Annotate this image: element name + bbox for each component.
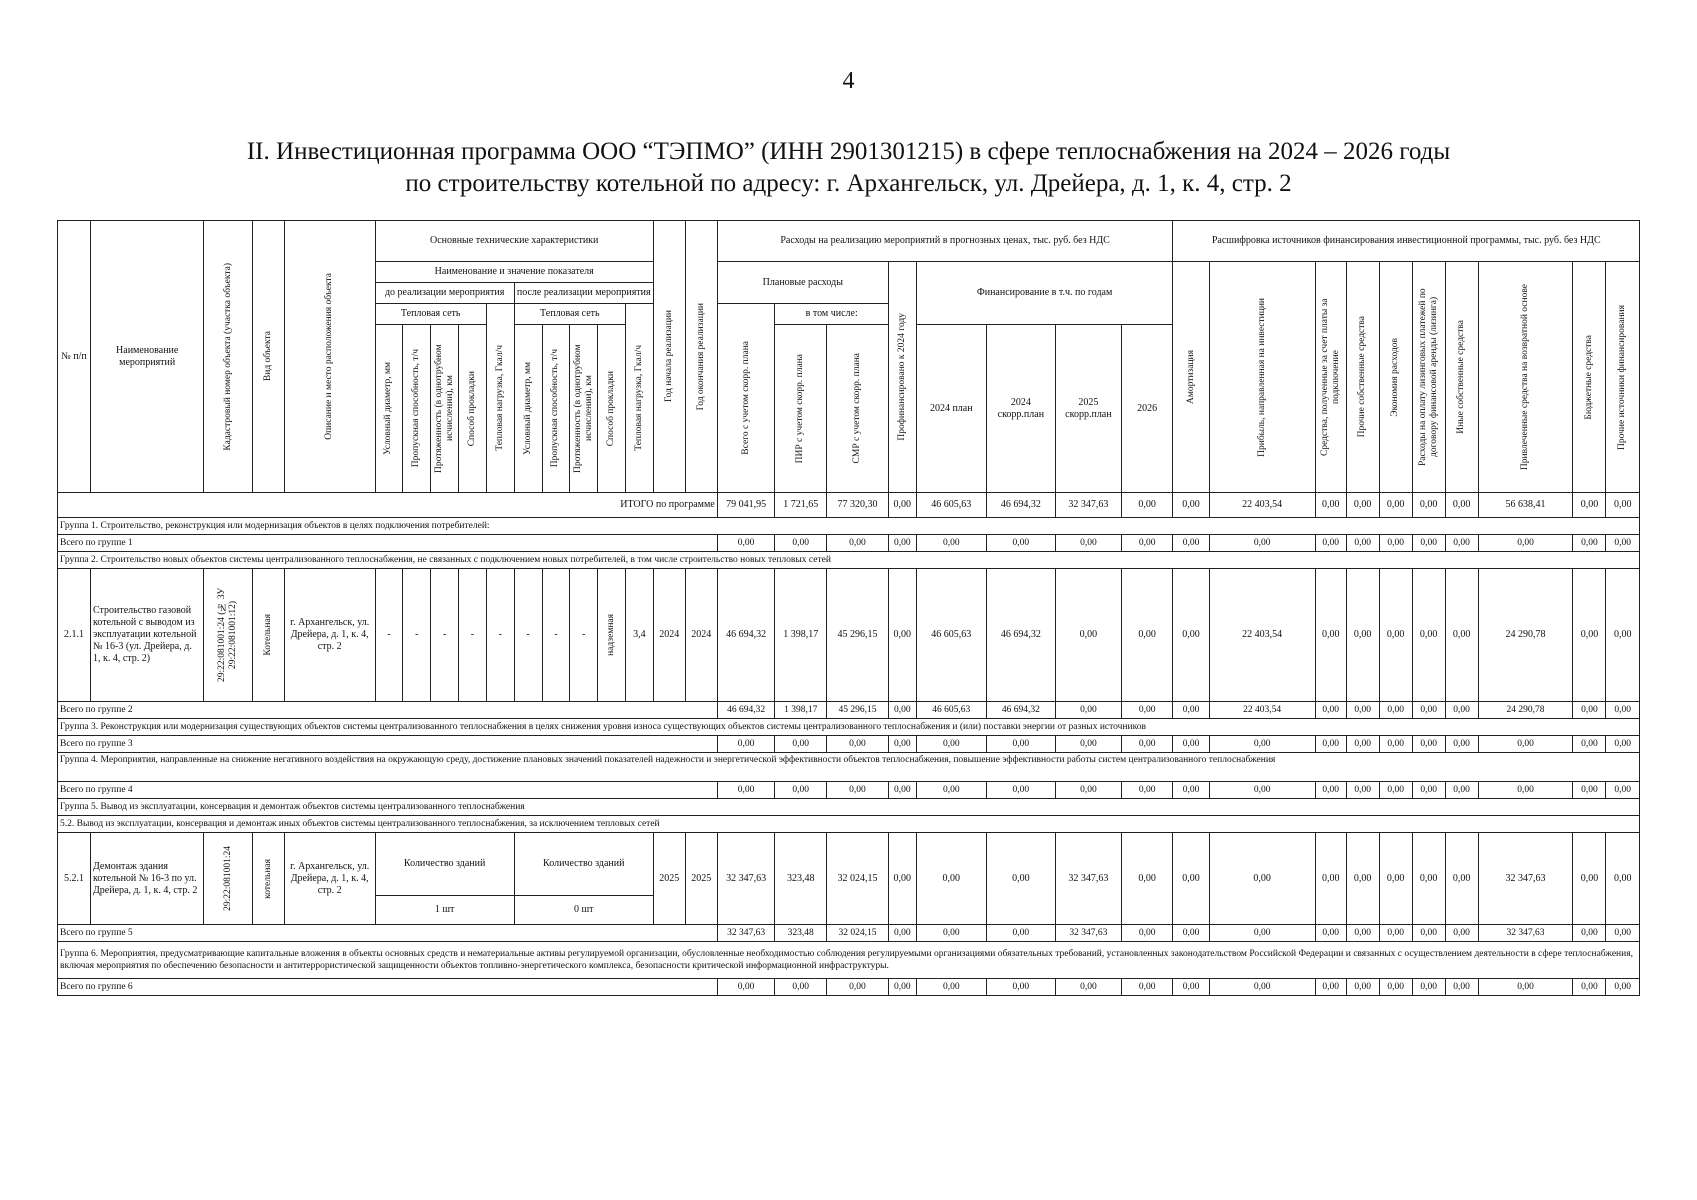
- item-type: котельная: [252, 833, 284, 925]
- value-cell: 0,00: [1055, 736, 1121, 753]
- value-cell: 0,00: [1379, 782, 1412, 799]
- dash-cell: -: [431, 569, 459, 702]
- year-end: 2024: [685, 569, 717, 702]
- value-cell: 0,00: [827, 979, 889, 996]
- value-cell: 0,00: [1573, 782, 1606, 799]
- value-cell: 0,00: [986, 782, 1055, 799]
- item-location: г. Архангельск, ул. Дрейера, д. 1, к. 4, стр. 2: [284, 569, 375, 702]
- header-incl: в том числе:: [775, 304, 888, 325]
- value-cell: 0,00: [1606, 782, 1640, 799]
- value-cell: 0,00: [827, 782, 889, 799]
- value-cell: 0,00: [1379, 702, 1412, 719]
- value-cell: 0,00: [1055, 535, 1121, 552]
- value-cell: 0,00: [775, 979, 827, 996]
- value-cell: 0,00: [1346, 535, 1379, 552]
- group-5-title: Группа 5. Вывод из эксплуатации, консервация и демонтаж объектов системы централизованного теплоснабжения: [58, 799, 1640, 816]
- value-cell: 0,00: [1055, 569, 1121, 702]
- value-cell: 0,00: [1573, 569, 1606, 702]
- item-name: Демонтаж здания котельной № 16-3 по ул. Дрейера, д. 1, к. 4, стр. 2: [90, 833, 203, 925]
- value-cell: 46 605,63: [916, 569, 986, 702]
- value-cell: 0,00: [1412, 736, 1445, 753]
- value-cell: 0,00: [1445, 782, 1478, 799]
- value-cell: 0,00: [1606, 833, 1640, 925]
- value-cell: 1 398,17: [775, 702, 827, 719]
- value-cell: 323,48: [775, 833, 827, 925]
- sum-label: Всего по группе 3: [58, 736, 718, 753]
- header-costs: Расходы на реализацию мероприятий в прогнозных ценах, тыс. руб. без НДС: [717, 221, 1173, 262]
- value-cell: 0,00: [1121, 979, 1173, 996]
- header-year-start: Год начала реализации: [653, 221, 685, 493]
- investment-program-table: [57, 220, 1640, 996]
- value-cell: 0,00: [1445, 702, 1478, 719]
- value-cell: 0,00: [1573, 833, 1606, 925]
- value-cell: 0,00: [1379, 535, 1412, 552]
- value-cell: 32 347,63: [1478, 833, 1573, 925]
- value-cell: 46 605,63: [916, 493, 986, 518]
- value-cell: 0,00: [1573, 736, 1606, 753]
- year-end: 2025: [685, 833, 717, 925]
- value-cell: 0,00: [1346, 569, 1379, 702]
- value-cell: 0,00: [1606, 535, 1640, 552]
- value-cell: 0,00: [1478, 782, 1573, 799]
- value-cell: 0,00: [1173, 569, 1209, 702]
- value-cell: 0,00: [717, 535, 775, 552]
- value-cell: 0,00: [1412, 925, 1445, 942]
- group-4-sum-row: [58, 782, 1640, 799]
- header-prefinanced: Профинансировано к 2024 году: [888, 262, 916, 493]
- sum-label: Всего по группе 6: [58, 979, 718, 996]
- year-start: 2024: [653, 569, 685, 702]
- header-num: № п/п: [58, 221, 91, 493]
- value-cell: 45 296,15: [827, 569, 889, 702]
- value-cell: 32 347,63: [1055, 925, 1121, 942]
- sum-label: Всего по группе 5: [58, 925, 718, 942]
- header-savings: Экономия расходов: [1379, 262, 1412, 493]
- count-after: 0 шт: [514, 896, 653, 925]
- dash-cell: -: [459, 569, 487, 702]
- sum-label: Всего по группе 1: [58, 535, 718, 552]
- group-2-title: Группа 2. Строительство новых объектов системы централизованного теплоснабжения, не связанных с подключением новых потребителей, в том числе строительство новых тепловых сетей: [58, 552, 1640, 569]
- value-cell: 0,00: [1315, 702, 1346, 719]
- header-description: Описание и место расположения объекта: [284, 221, 375, 493]
- value-cell: 46 694,32: [986, 569, 1055, 702]
- value-cell: 0,00: [1346, 493, 1379, 518]
- value-cell: 0,00: [1412, 833, 1445, 925]
- header-laying-before: Способ прокладки: [459, 325, 487, 493]
- value-cell: 32 347,63: [717, 925, 775, 942]
- header-name: Наименование мероприятий: [90, 221, 203, 493]
- value-cell: 0,00: [1379, 493, 1412, 518]
- header-profit: Прибыль, направленная на инвестиции: [1209, 262, 1315, 493]
- value-cell: 0,00: [986, 535, 1055, 552]
- value-cell: 0,00: [986, 979, 1055, 996]
- value-cell: 0,00: [888, 979, 916, 996]
- value-cell: 0,00: [1209, 782, 1315, 799]
- value-cell: 24 290,78: [1478, 702, 1573, 719]
- value-cell: 0,00: [1379, 979, 1412, 996]
- value-cell: 0,00: [1346, 736, 1379, 753]
- value-cell: 0,00: [1379, 736, 1412, 753]
- header-indicators: Наименование и значение показателя: [375, 262, 653, 283]
- item-row-2-1-1: [58, 569, 1640, 702]
- dash-cell: -: [375, 569, 403, 702]
- header-capacity-before: Пропускная способность, т/ч: [403, 325, 431, 493]
- value-cell: 0,00: [888, 569, 916, 702]
- header-length-after: Протяженность (в однотрубном исчислении), км: [570, 325, 598, 493]
- count-label-after: Количество зданий: [514, 833, 653, 896]
- value-cell: 0,00: [916, 833, 986, 925]
- value-cell: 24 290,78: [1478, 569, 1573, 702]
- item-cadastral: 29:22:081001:24: [204, 833, 252, 925]
- header-own-other: Прочие собственные средства: [1346, 262, 1379, 493]
- value-cell: 0,00: [1445, 736, 1478, 753]
- value-cell: 0,00: [1573, 493, 1606, 518]
- group-5-subtitle: 5.2. Вывод из эксплуатации, консервация и демонтаж иных объектов системы централизованного теплоснабжения, за исключением тепловых сетей: [58, 816, 1640, 833]
- value-cell: 0,00: [916, 736, 986, 753]
- header-capacity-after: Пропускная способность, т/ч: [542, 325, 570, 493]
- value-cell: 22 403,54: [1209, 569, 1315, 702]
- value-cell: 0,00: [1478, 535, 1573, 552]
- header-diameter-after: Условный диаметр, мм: [514, 325, 542, 493]
- group-6-title: Группа 6. Мероприятия, предусматривающие капитальные вложения в объекты основных средств и нематериальные активы регулируемой организации, обусловленные необходимостью соблюдения регулируемыми организациями обязательных требований, установленных законодательством Российской Федерации и связанных с осуществлением деятельности в сфере теплоснабжения, включая мероприятия по обеспечению безопасности и антитеррористической защищенности объектов топливно-энергетического комплекса, безопасности критической информационной инфраструктуры.: [58, 942, 1640, 979]
- item-num: 5.2.1: [58, 833, 91, 925]
- count-label-before: Количество зданий: [375, 833, 514, 896]
- header-after: после реализации мероприятия: [514, 283, 653, 304]
- header-own-misc: Иные собственные средства: [1445, 262, 1478, 493]
- value-cell: 46 694,32: [986, 702, 1055, 719]
- header-heat-network-after: Тепловая сеть: [514, 304, 625, 325]
- value-cell: 0,00: [1315, 925, 1346, 942]
- value-cell: 0,00: [1573, 702, 1606, 719]
- value-cell: 0,00: [986, 833, 1055, 925]
- group-3-sum-row: [58, 736, 1640, 753]
- header-borrowed: Привлеченные средства на возвратной основе: [1478, 262, 1573, 493]
- value-cell: 0,00: [1209, 535, 1315, 552]
- value-cell: 0,00: [888, 833, 916, 925]
- header-cadastral: Кадастровый номер объекта (участка объекта): [204, 221, 252, 493]
- value-cell: 0,00: [827, 535, 889, 552]
- value-cell: 1 721,65: [775, 493, 827, 518]
- title-line-1: II. Инвестиционная программа ООО “ТЭПМО” (ИНН 2901301215) в сфере теплоснабжения на 2024 – 2026 годы: [246, 138, 1451, 165]
- value-cell: 0,00: [1173, 925, 1209, 942]
- title-line-2: по строительству котельной по адресу: г. Архангельск, ул. Дрейера, д. 1, к. 4, стр. 2: [405, 170, 1292, 197]
- value-cell: 46 694,32: [986, 493, 1055, 518]
- value-cell: 56 638,41: [1478, 493, 1573, 518]
- value-cell: 0,00: [888, 493, 916, 518]
- value-cell: 32 024,15: [827, 833, 889, 925]
- value-cell: 0,00: [1346, 979, 1379, 996]
- page-title: [0, 136, 1697, 200]
- value-cell: 0,00: [1173, 702, 1209, 719]
- header-amort: Амортизация: [1173, 262, 1209, 493]
- value-cell: 46 694,32: [717, 569, 775, 702]
- value-cell: 22 403,54: [1209, 493, 1315, 518]
- value-cell: 0,00: [1379, 925, 1412, 942]
- value-cell: 0,00: [1412, 782, 1445, 799]
- value-cell: 32 347,63: [1055, 833, 1121, 925]
- value-cell: 0,00: [1121, 493, 1173, 518]
- header-connection: Средства, полученные за счет платы за подключение: [1315, 262, 1346, 493]
- value-cell: 77 320,30: [827, 493, 889, 518]
- value-cell: 0,00: [1445, 979, 1478, 996]
- value-cell: 0,00: [1209, 736, 1315, 753]
- value-cell: 0,00: [1173, 493, 1209, 518]
- value-cell: 79 041,95: [717, 493, 775, 518]
- value-cell: 0,00: [1412, 569, 1445, 702]
- value-cell: 0,00: [775, 782, 827, 799]
- value-cell: 0,00: [775, 535, 827, 552]
- value-cell: 0,00: [1173, 979, 1209, 996]
- value-cell: 0,00: [1209, 833, 1315, 925]
- header-financing: Финансирование в т.ч. по годам: [916, 262, 1173, 325]
- value-cell: 0,00: [1412, 493, 1445, 518]
- group-2-sum-row: [58, 702, 1640, 719]
- header-year-end: Год окончания реализации: [685, 221, 717, 493]
- value-cell: 0,00: [888, 535, 916, 552]
- value-cell: 0,00: [1121, 535, 1173, 552]
- sum-label: Всего по группе 2: [58, 702, 718, 719]
- value-cell: 0,00: [1412, 979, 1445, 996]
- value-cell: 0,00: [916, 925, 986, 942]
- value-cell: 0,00: [1055, 702, 1121, 719]
- value-cell: 0,00: [888, 702, 916, 719]
- group-3-title: Группа 3. Реконструкция или модернизация существующих объектов системы централизованного теплоснабжения в целях снижения уровня износа существующих объектов системы централизованного теплоснабжения и (или) поставки энергии от разных источников: [58, 719, 1640, 736]
- value-cell: 0,00: [1121, 833, 1173, 925]
- value-cell: 0,00: [1606, 569, 1640, 702]
- value-cell: 0,00: [1315, 736, 1346, 753]
- value-cell: 0,00: [1121, 782, 1173, 799]
- value-cell: 0,00: [717, 782, 775, 799]
- header-diameter-before: Условный диаметр, мм: [375, 325, 403, 493]
- header-tech: Основные технические характеристики: [375, 221, 653, 262]
- value-cell: 0,00: [1209, 925, 1315, 942]
- value-cell: 0,00: [986, 736, 1055, 753]
- value-cell: 0,00: [1173, 535, 1209, 552]
- dash-cell: -: [403, 569, 431, 702]
- value-cell: 0,00: [916, 782, 986, 799]
- value-cell: 0,00: [1173, 782, 1209, 799]
- year-start: 2025: [653, 833, 685, 925]
- value-cell: 0,00: [1445, 569, 1478, 702]
- header-2025-corr: 2025 скорр.план: [1055, 325, 1121, 493]
- value-cell: 45 296,15: [827, 702, 889, 719]
- value-cell: 0,00: [775, 736, 827, 753]
- value-cell: 0,00: [717, 979, 775, 996]
- value-cell: 0,00: [1315, 569, 1346, 702]
- value-cell: 0,00: [1121, 925, 1173, 942]
- item-cadastral: 29:22:081001:24 (№ ЗУ 29:22:081001:12): [204, 569, 252, 702]
- header-heat-load-before: Тепловая нагрузка, Гкал/ч: [486, 304, 514, 493]
- header-object-type: Вид объекта: [252, 221, 284, 493]
- value-cell: 0,00: [717, 736, 775, 753]
- group-1-title: Группа 1. Строительство, реконструкция или модернизация объектов в целях подключения потребителей:: [58, 518, 1640, 535]
- value-cell: 0,00: [986, 925, 1055, 942]
- value-cell: 0,00: [1412, 535, 1445, 552]
- page-number: 4: [842, 68, 855, 94]
- group-5-sum-row: [58, 925, 1640, 942]
- value-cell: 0,00: [1315, 833, 1346, 925]
- dash-cell: -: [486, 569, 514, 702]
- value-cell: 0,00: [916, 979, 986, 996]
- value-cell: 0,00: [1173, 833, 1209, 925]
- header-heat-load-after: Тепловая нагрузка, Гкал/ч: [626, 304, 654, 493]
- value-cell: 32 347,63: [717, 833, 775, 925]
- value-cell: 0,00: [1121, 736, 1173, 753]
- value-cell: 0,00: [916, 535, 986, 552]
- item-num: 2.1.1: [58, 569, 91, 702]
- header-sources: Расшифровка источников финансирования инвестиционной программы, тыс. руб. без НДС: [1173, 221, 1640, 262]
- value-cell: 0,00: [1121, 702, 1173, 719]
- header-pir: ПИР с учетом скорр. плана: [775, 325, 827, 493]
- value-cell: 0,00: [1121, 569, 1173, 702]
- item-location: г. Архангельск, ул. Дрейера, д. 1, к. 4, стр. 2: [284, 833, 375, 925]
- heat-load-after: 3,4: [626, 569, 654, 702]
- header-length-before: Протяженность (в однотрубном исчислении), км: [431, 325, 459, 493]
- header-2024-plan: 2024 план: [916, 325, 986, 493]
- value-cell: 0,00: [1315, 493, 1346, 518]
- value-cell: 0,00: [1606, 925, 1640, 942]
- value-cell: 0,00: [1606, 493, 1640, 518]
- value-cell: 1 398,17: [775, 569, 827, 702]
- value-cell: 0,00: [1606, 702, 1640, 719]
- header-2026: 2026: [1121, 325, 1173, 493]
- value-cell: 0,00: [1412, 702, 1445, 719]
- value-cell: 0,00: [1445, 493, 1478, 518]
- value-cell: 0,00: [1346, 833, 1379, 925]
- header-heat-network-before: Тепловая сеть: [375, 304, 486, 325]
- header-before: до реализации мероприятия: [375, 283, 514, 304]
- group-4-title: Группа 4. Мероприятия, направленные на снижение негативного воздействия на окружающую среду, достижение плановых значений показателей надежности и энергетической эффективности объектов теплоснабжения, повышение эффективности работы систем централизованного теплоснабжения: [58, 753, 1640, 782]
- value-cell: 0,00: [888, 736, 916, 753]
- item-row-5-2-1: [58, 833, 1640, 896]
- value-cell: 323,48: [775, 925, 827, 942]
- header-budget: Бюджетные средства: [1573, 262, 1606, 493]
- value-cell: 0,00: [1573, 535, 1606, 552]
- value-cell: 0,00: [1573, 925, 1606, 942]
- header-total-plan: Всего с учетом скорр. плана: [717, 304, 775, 493]
- dash-cell: -: [514, 569, 542, 702]
- value-cell: 0,00: [1478, 979, 1573, 996]
- value-cell: 0,00: [888, 782, 916, 799]
- value-cell: 0,00: [1346, 925, 1379, 942]
- value-cell: 0,00: [1346, 782, 1379, 799]
- header-other-sources: Прочие источники финансирования: [1606, 262, 1640, 493]
- value-cell: 0,00: [1379, 833, 1412, 925]
- count-before: 1 шт: [375, 896, 514, 925]
- value-cell: 0,00: [1379, 569, 1412, 702]
- value-cell: 0,00: [1055, 782, 1121, 799]
- value-cell: 0,00: [1173, 736, 1209, 753]
- item-type: Котельная: [252, 569, 284, 702]
- value-cell: 22 403,54: [1209, 702, 1315, 719]
- value-cell: 0,00: [1606, 736, 1640, 753]
- total-label: ИТОГО по программе: [58, 493, 718, 518]
- value-cell: 32 347,63: [1055, 493, 1121, 518]
- group-6-sum-row: [58, 979, 1640, 996]
- header-smr: СМР с учетом скорр. плана: [827, 325, 889, 493]
- total-row: [58, 493, 1640, 518]
- dash-cell: -: [542, 569, 570, 702]
- value-cell: 0,00: [1055, 979, 1121, 996]
- value-cell: 0,00: [1606, 979, 1640, 996]
- value-cell: 0,00: [1445, 535, 1478, 552]
- value-cell: 0,00: [1445, 833, 1478, 925]
- group-1-sum-row: [58, 535, 1640, 552]
- value-cell: 32 024,15: [827, 925, 889, 942]
- value-cell: 32 347,63: [1478, 925, 1573, 942]
- value-cell: 46 694,32: [717, 702, 775, 719]
- value-cell: 0,00: [1315, 535, 1346, 552]
- item-name: Строительство газовой котельной с выводом из эксплуатации котельной № 16-3 (ул. Дрейера, д. 1, к. 4, стр. 2): [90, 569, 203, 702]
- header-planned: Плановые расходы: [717, 262, 888, 304]
- value-cell: 0,00: [1346, 702, 1379, 719]
- value-cell: 0,00: [1209, 979, 1315, 996]
- value-cell: 0,00: [1315, 979, 1346, 996]
- header-laying-after: Способ прокладки: [598, 325, 626, 493]
- dash-cell: -: [570, 569, 598, 702]
- value-cell: 0,00: [1573, 979, 1606, 996]
- laying-after: надземная: [598, 569, 626, 702]
- value-cell: 0,00: [827, 736, 889, 753]
- header-2024-corr: 2024 скорр.план: [986, 325, 1055, 493]
- value-cell: 0,00: [1315, 782, 1346, 799]
- header-leasing: Расходы на оплату лизинговых платежей по договору финансовой аренды (лизинга): [1412, 262, 1445, 493]
- value-cell: 0,00: [888, 925, 916, 942]
- value-cell: 46 605,63: [916, 702, 986, 719]
- sum-label: Всего по группе 4: [58, 782, 718, 799]
- value-cell: 0,00: [1478, 736, 1573, 753]
- value-cell: 0,00: [1445, 925, 1478, 942]
